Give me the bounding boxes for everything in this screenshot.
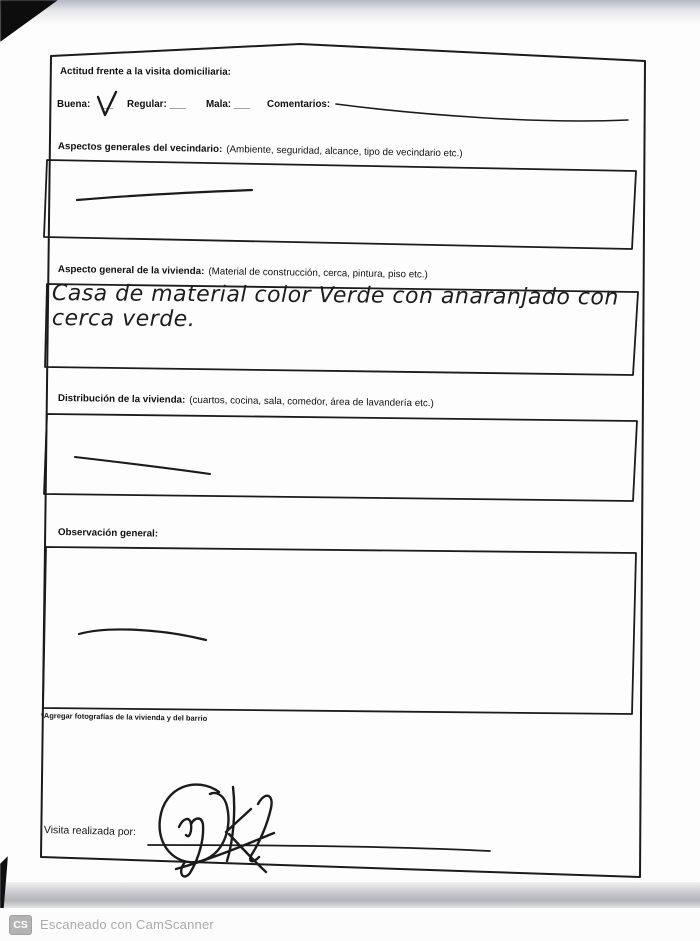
handwritten-note-line1: Casa de material color Verde con anaranjado con [51,281,619,311]
attitude-buena-blank: __ [102,99,113,110]
photos-footnote: *Agregar fotografías de la vivienda y del barrio [40,711,208,723]
distribution-label-hint: (cuartos, cocina, sala, comedor, área de lavandería etc.) [189,394,434,410]
camscanner-bar [0,908,700,941]
house-label-bold: Aspecto general de la vivienda: [57,264,205,278]
observation-label-bold: Observación general: [57,527,159,540]
distribution-pen-stroke [75,457,210,474]
camscanner-watermark-text: Escaneado con CamScanner [40,917,214,932]
attitude-comments-label: Comentarios: [267,99,331,110]
observation-pen-stroke [79,629,206,640]
attitude-section-title: Actitud frente a la visita domiciliaria: [59,66,231,78]
neighborhood-label-hint: (Ambiente, seguridad, alcance, tipo de vecindario etc.) [226,144,463,160]
distribution-label-bold: Distribución de la vivienda: [57,393,186,406]
attitude-option-regular: Regular: ___ [127,99,186,110]
attitude-option-mala: Mala: ___ [206,99,251,110]
attitude-option-buena: Buena: [57,99,91,110]
distribution-box [44,414,637,501]
neighborhood-label-bold: Aspectos generales del vecindario: [57,141,223,156]
neighborhood-pen-stroke [77,190,252,200]
comments-line [336,104,628,121]
observation-section-label [58,527,158,541]
visited-by-label: Visita realizada por: [43,824,137,839]
neighborhood-box [44,160,636,249]
camscanner-logo: CS [9,915,32,935]
house-label-hint: (Material de construcción, cerca, pintura, piso etc.) [208,266,428,281]
handwritten-note-line2: cerca verde. [51,306,196,333]
